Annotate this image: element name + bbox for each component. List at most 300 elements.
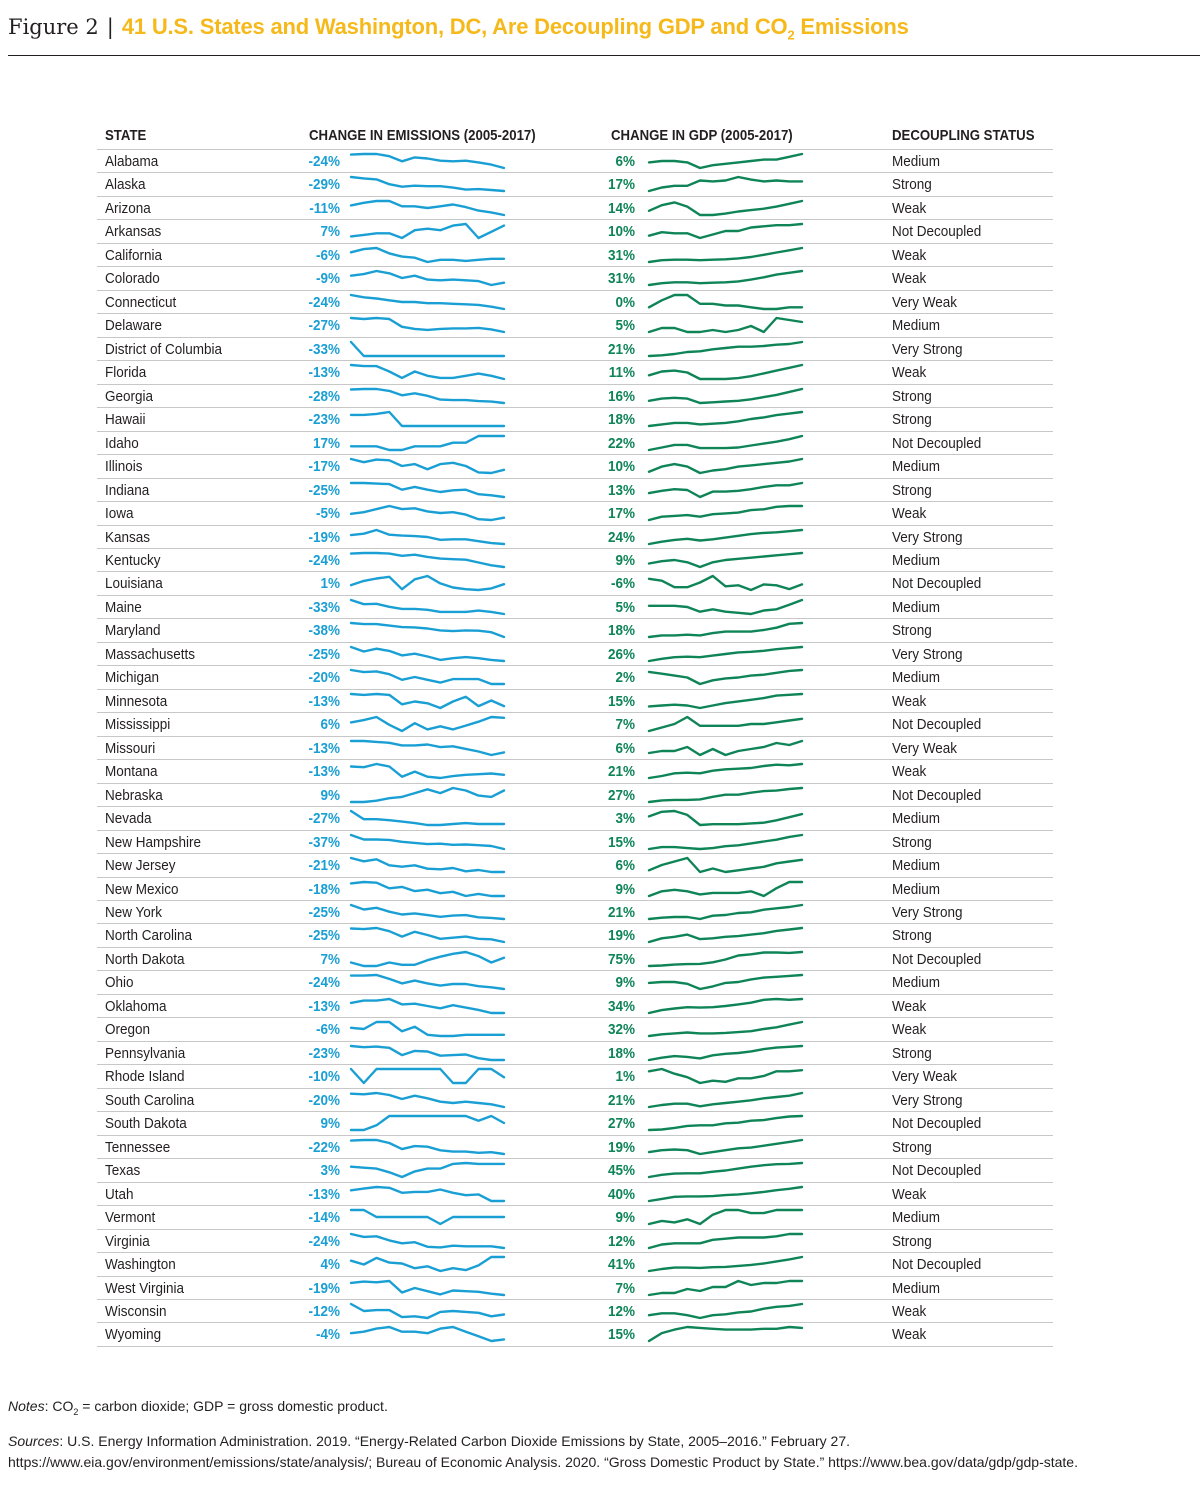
table-row [97,807,1053,830]
emissions-change: 6% [320,716,340,734]
emissions-sparkline [350,1091,505,1109]
figure-number: Figure 2 [8,15,99,39]
table-row [97,831,1053,854]
table-row [97,854,1053,877]
gdp-change: 14% [607,199,635,217]
gdp-series-line [649,1234,802,1248]
decoupling-status: Medium [892,880,941,898]
decoupling-status: Weak [892,692,927,710]
gdp-series-line [649,811,802,825]
emissions-change: -22% [308,1138,340,1156]
emissions-sparkline [350,199,505,217]
table-row [97,1089,1053,1112]
table-row [97,901,1053,924]
gdp-sparkline [648,1185,803,1203]
emissions-sparkline [350,1067,505,1085]
emissions-change: -4% [315,1326,340,1344]
emissions-change: -33% [308,340,340,358]
emissions-sparkline [350,692,505,710]
state-name: Louisiana [105,575,163,593]
gdp-series-line [649,788,802,802]
decoupling-status: Medium [892,317,941,335]
table-row [97,619,1053,642]
gdp-sparkline [648,528,803,546]
notes-text-b: = carbon dioxide; GDP = gross domestic product. [78,1398,388,1414]
state-name: Connecticut [105,293,177,311]
gdp-sparkline [648,175,803,193]
gdp-sparkline [648,199,803,217]
emissions-sparkline [350,387,505,405]
decoupling-status: Weak [892,246,927,264]
decoupling-status: Very Strong [892,340,963,358]
gdp-series-line [649,342,802,356]
gdp-series-line [649,670,802,684]
emissions-sparkline [350,809,505,827]
emissions-sparkline [350,457,505,475]
gdp-sparkline [648,856,803,874]
gdp-sparkline [648,1091,803,1109]
gdp-sparkline [648,950,803,968]
table-row [97,1112,1053,1135]
decoupling-status: Medium [892,974,941,992]
emissions-series-line [351,928,504,942]
state-name: Florida [105,364,147,382]
emissions-sparkline [350,1114,505,1132]
gdp-sparkline [648,903,803,921]
emissions-change: 9% [320,1115,340,1133]
gdp-sparkline [648,293,803,311]
emissions-sparkline [350,528,505,546]
emissions-change: 4% [320,1256,340,1274]
emissions-series-line [351,1163,504,1177]
decoupling-status: Weak [892,1326,927,1344]
decoupling-status: Strong [892,1138,932,1156]
table-row [97,291,1053,314]
decoupling-status: Strong [892,481,932,499]
table-row [97,1253,1053,1276]
emissions-series-line [351,811,504,825]
table-row [97,408,1053,431]
emissions-series-line [351,389,504,403]
emissions-change: -19% [308,1279,340,1297]
gdp-change: 41% [607,1256,635,1274]
gdp-sparkline [648,1044,803,1062]
state-name: Vermont [105,1209,156,1227]
gdp-series-line [649,999,802,1013]
state-name: Montana [105,763,158,781]
emissions-sparkline [350,880,505,898]
state-name: New Hampshire [105,833,202,851]
emissions-change: 7% [320,223,340,241]
state-name: Georgia [105,387,154,405]
notes-text-a: : CO [44,1398,74,1414]
state-name: Missouri [105,739,156,757]
figure-title [121,14,909,43]
emissions-sparkline [350,598,505,616]
emissions-sparkline [350,786,505,804]
state-name: Michigan [105,669,160,687]
decoupling-status: Very Strong [892,528,963,546]
gdp-sparkline [648,715,803,733]
state-name: Pennsylvania [105,1044,186,1062]
state-name: Colorado [105,270,160,288]
table-row [97,1277,1053,1300]
decoupling-status: Medium [892,810,941,828]
emissions-series-line [351,342,504,356]
gdp-series-line [649,1304,802,1318]
emissions-change: -28% [308,387,340,405]
emissions-series-line [351,1327,504,1341]
emissions-sparkline [350,551,505,569]
decoupling-status: Strong [892,1232,932,1250]
decoupling-status: Strong [892,1044,932,1062]
emissions-series-line [351,1046,504,1060]
decoupling-status: Weak [892,364,927,382]
gdp-change: 3% [615,810,635,828]
decoupling-status: Very Strong [892,904,963,921]
gdp-sparkline [648,1067,803,1085]
gdp-series-line [649,412,802,426]
emissions-change: -24% [308,153,340,170]
emissions-change: -5% [315,505,340,523]
emissions-series-line [351,1234,504,1248]
table-row [97,760,1053,783]
state-name: Iowa [105,505,134,523]
table-row [97,948,1053,971]
gdp-sparkline [648,645,803,663]
gdp-change: 31% [607,246,635,264]
state-name: Virginia [105,1232,150,1250]
emissions-change: -25% [308,927,340,945]
emissions-change: -13% [308,364,340,382]
gdp-series-line [649,365,802,379]
table-row [97,244,1053,267]
gdp-sparkline [648,1114,803,1132]
gdp-sparkline [648,387,803,405]
emissions-series-line [351,483,504,497]
emissions-sparkline [350,833,505,851]
state-name: Kansas [105,528,151,546]
gdp-change: 40% [607,1185,635,1203]
emissions-sparkline [350,1279,505,1297]
decoupling-status: Very Weak [892,1068,958,1086]
state-name: New York [105,904,163,921]
emissions-change: -24% [308,551,340,569]
gdp-sparkline [648,410,803,428]
emissions-series-line [351,201,504,215]
decoupling-status: Medium [892,153,941,170]
gdp-series-line [649,389,802,403]
gdp-sparkline [648,997,803,1015]
figure-header [8,14,909,46]
gdp-series-line [649,600,802,614]
emissions-series-line [351,717,504,731]
gdp-series-line [649,1069,802,1083]
gdp-change: 9% [615,880,635,898]
emissions-change: -13% [308,1185,340,1203]
gdp-change: 13% [607,481,635,499]
gdp-sparkline [648,1138,803,1156]
notes-subscript: 2 [73,1406,79,1417]
gdp-sparkline [648,621,803,639]
emissions-sparkline [350,293,505,311]
gdp-sparkline [648,1279,803,1297]
gdp-sparkline [648,926,803,944]
table-row [97,1206,1053,1229]
emissions-change: -29% [308,176,340,194]
gdp-change: 9% [615,1209,635,1227]
state-name: New Mexico [105,880,179,898]
table-row [97,1230,1053,1253]
gdp-sparkline [648,434,803,452]
table-row [97,572,1053,595]
emissions-change: -25% [308,904,340,921]
table-row [97,737,1053,760]
table-row [97,596,1053,619]
state-name: Arizona [105,199,151,217]
table-row [97,995,1053,1018]
emissions-change: -24% [308,1232,340,1250]
emissions-sparkline [350,645,505,663]
decoupling-status: Strong [892,387,932,405]
table-row [97,1183,1053,1206]
emissions-sparkline [350,246,505,264]
table-row [97,1159,1053,1182]
emissions-series-line [351,436,504,450]
figure-title-end: Emissions [794,14,909,39]
decoupling-status: Strong [892,833,932,851]
gdp-change: 21% [607,763,635,781]
decoupling-status: Weak [892,997,927,1015]
emissions-series-line [351,412,504,426]
emissions-series-line [351,365,504,379]
gdp-series-line [649,1093,802,1107]
emissions-series-line [351,905,504,919]
gdp-series-line [649,248,802,262]
decoupling-status: Weak [892,505,927,523]
gdp-change: 45% [607,1162,635,1180]
column-header-state: STATE [105,127,147,144]
state-name: Alaska [105,176,146,194]
emissions-change: -11% [309,199,340,217]
gdp-change: 21% [607,1091,635,1109]
gdp-sparkline [648,551,803,569]
gdp-series-line [649,1116,802,1130]
emissions-series-line [351,271,504,285]
gdp-change: 19% [607,927,635,945]
emissions-change: -13% [308,763,340,781]
emissions-series-line [351,647,504,661]
gdp-series-line [649,530,802,544]
emissions-series-line [351,764,504,778]
emissions-change: -23% [308,411,340,429]
state-name: Rhode Island [105,1068,185,1086]
emissions-series-line [351,1304,504,1318]
emissions-series-line [351,741,504,755]
table-row [97,924,1053,947]
decoupling-status: Weak [892,1302,927,1320]
emissions-sparkline [350,175,505,193]
table-row [97,455,1053,478]
gdp-series-line [649,553,802,567]
emissions-series-line [351,952,504,966]
gdp-change: 19% [607,1138,635,1156]
emissions-sparkline [350,762,505,780]
decoupling-status: Not Decoupled [892,716,982,734]
emissions-sparkline [350,997,505,1015]
gdp-change: 22% [607,434,635,452]
gdp-sparkline [648,786,803,804]
emissions-sparkline [350,1302,505,1320]
decoupling-status: Medium [892,551,941,569]
gdp-series-line [649,1281,802,1295]
gdp-change: 34% [607,997,635,1015]
emissions-change: -6% [315,1021,340,1039]
gdp-change: 15% [607,692,635,710]
table-row [97,338,1053,361]
emissions-change: -17% [308,458,340,476]
state-name: Texas [105,1162,141,1180]
emissions-sparkline [350,481,505,499]
emissions-sparkline [350,340,505,358]
state-name: Nebraska [105,786,163,804]
gdp-sparkline [648,739,803,757]
gdp-change: 12% [607,1232,635,1250]
decoupling-status: Weak [892,270,927,288]
gdp-change: 15% [607,833,635,851]
gdp-series-line [649,1046,802,1060]
gdp-series-line [649,694,802,708]
gdp-sparkline [648,1302,803,1320]
figure-separator: | [106,15,114,39]
gdp-sparkline [648,1325,803,1343]
emissions-change: -25% [308,645,340,663]
gdp-change: 18% [607,622,635,640]
gdp-sparkline [648,692,803,710]
table-row [97,1018,1053,1041]
state-name: Massachusetts [105,645,196,663]
gdp-series-line [649,882,802,896]
table-row [97,267,1053,290]
gdp-change: 15% [607,1326,635,1344]
gdp-sparkline [648,1161,803,1179]
emissions-series-line [351,224,504,238]
emissions-change: -20% [308,669,340,687]
decoupling-status: Not Decoupled [892,786,982,804]
state-name: Wyoming [105,1326,162,1344]
emissions-series-line [351,177,504,191]
state-name: Hawaii [105,411,146,429]
state-name: Maine [105,598,142,616]
gdp-change: 6% [615,153,635,170]
state-name: Kentucky [105,551,161,569]
emissions-change: -13% [308,692,340,710]
table-row [97,385,1053,408]
emissions-series-line [351,1210,504,1224]
gdp-change: 21% [607,340,635,358]
gdp-sparkline [648,222,803,240]
state-name: Ohio [105,974,134,992]
emissions-series-line [351,1069,504,1083]
emissions-series-line [351,154,504,168]
emissions-change: -21% [308,857,340,875]
emissions-sparkline [350,410,505,428]
gdp-series-line [649,318,802,332]
state-name: Arkansas [105,223,162,241]
decoupling-status: Weak [892,1185,927,1203]
gdp-series-line [649,741,802,755]
decoupling-status: Not Decoupled [892,575,982,593]
gdp-change: 16% [607,387,635,405]
decoupling-status: Strong [892,176,932,194]
gdp-sparkline [648,762,803,780]
gdp-series-line [649,436,802,450]
emissions-sparkline [350,950,505,968]
gdp-series-line [649,154,802,168]
state-name: Washington [105,1256,176,1274]
emissions-change: -27% [308,317,340,335]
gdp-series-line [649,1210,802,1224]
emissions-change: -20% [308,1091,340,1109]
emissions-series-line [351,318,504,332]
state-name: Delaware [105,317,163,335]
emissions-change: 1% [320,575,340,593]
emissions-sparkline [350,1044,505,1062]
emissions-series-line [351,506,504,520]
emissions-series-line [351,694,504,708]
emissions-sparkline [350,1161,505,1179]
gdp-change: 12% [607,1302,635,1320]
gdp-change: 10% [607,223,635,241]
state-name: New Jersey [105,857,176,875]
emissions-sparkline [350,715,505,733]
gdp-change: 32% [607,1021,635,1039]
emissions-change: -38% [308,622,340,640]
emissions-series-line [351,1022,504,1036]
sources-label: Sources [8,1433,60,1449]
emissions-sparkline [350,152,505,170]
emissions-series-line [351,999,504,1013]
table-row [97,220,1053,243]
state-name: Illinois [105,458,143,476]
gdp-change: 6% [615,739,635,757]
emissions-sparkline [350,574,505,592]
column-header-emissions: CHANGE IN EMISSIONS (2005-2017) [309,127,536,144]
state-name: Tennessee [105,1138,171,1156]
emissions-change: -24% [308,974,340,992]
gdp-change: 17% [607,176,635,194]
decoupling-status: Very Strong [892,645,963,663]
decoupling-status: Strong [892,927,932,945]
emissions-sparkline [350,363,505,381]
emissions-series-line [351,882,504,896]
emissions-sparkline [350,668,505,686]
gdp-sparkline [648,457,803,475]
emissions-series-line [351,1140,504,1154]
emissions-change: -18% [308,880,340,898]
decoupling-status: Very Strong [892,1091,963,1109]
gdp-change: 27% [607,1115,635,1133]
gdp-series-line [649,928,802,942]
table-row [97,1136,1053,1159]
emissions-series-line [351,670,504,684]
gdp-series-line [649,1163,802,1177]
emissions-series-line [351,1093,504,1107]
gdp-change: 26% [607,645,635,663]
gdp-series-line [649,975,802,989]
gdp-change: 2% [615,669,635,687]
gdp-series-line [649,1022,802,1036]
